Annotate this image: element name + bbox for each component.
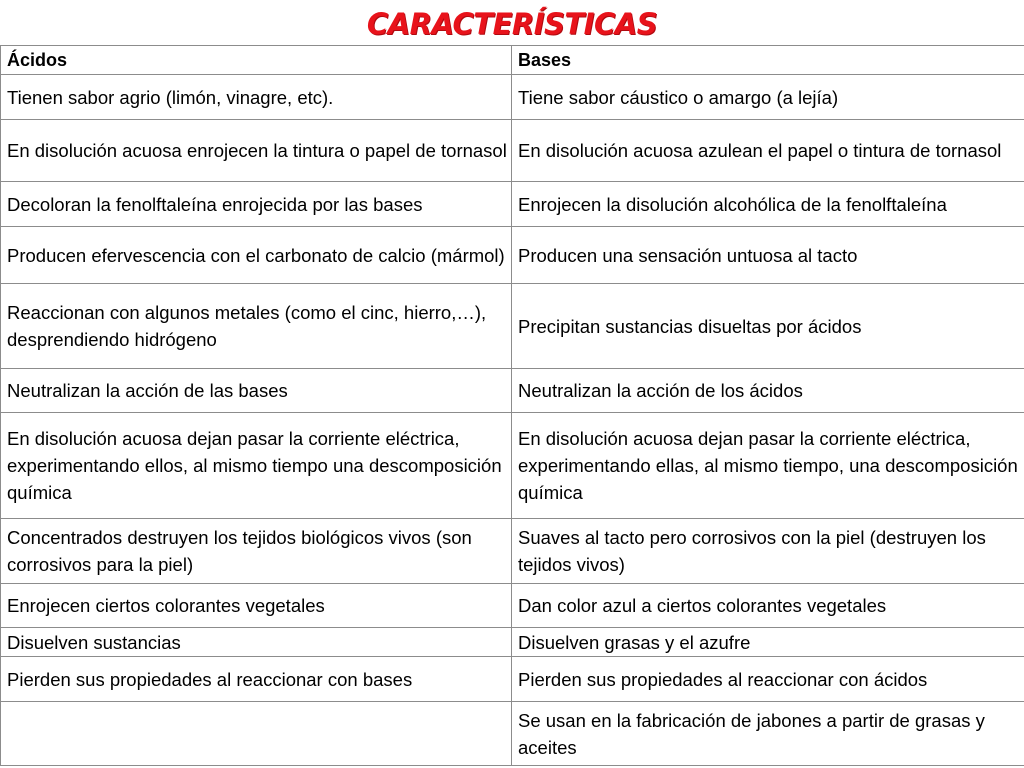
comparison-table <box>0 45 1024 766</box>
table-row <box>1 369 1024 413</box>
table-row <box>1 628 1024 657</box>
cell-acidos: Tienen sabor agrio (limón, vinagre, etc). <box>1 75 512 120</box>
header-acidos: Ácidos <box>1 46 512 75</box>
cell-bases: Precipitan sustancias disueltas por ácidos <box>512 284 1024 369</box>
cell-acidos: Pierden sus propiedades al reaccionar con bases <box>1 657 512 702</box>
cell-acidos: En disolución acuosa dejan pasar la corriente eléctrica, experimentando ellos, al mismo tiempo una descomposición química <box>1 413 512 519</box>
cell-bases: Se usan en la fabricación de jabones a partir de grasas y aceites <box>512 702 1024 766</box>
table-row <box>1 519 1024 584</box>
header-bases: Bases <box>512 46 1024 75</box>
cell-acidos: Producen efervescencia con el carbonato de calcio (mármol) <box>1 227 512 284</box>
cell-bases: Dan color azul a ciertos colorantes vegetales <box>512 584 1024 628</box>
cell-bases: Neutralizan la acción de los ácidos <box>512 369 1024 413</box>
cell-acidos <box>1 702 512 766</box>
table-row <box>1 584 1024 628</box>
cell-bases: En disolución acuosa dejan pasar la corriente eléctrica, experimentando ellas, al mismo tiempo, una descomposición química <box>512 413 1024 519</box>
cell-acidos: Disuelven sustancias <box>1 628 512 657</box>
table-row <box>1 702 1024 766</box>
table-row <box>1 120 1024 182</box>
table-row <box>1 182 1024 227</box>
cell-bases: Tiene sabor cáustico o amargo (a lejía) <box>512 75 1024 120</box>
cell-bases: Suaves al tacto pero corrosivos con la piel (destruyen los tejidos vivos) <box>512 519 1024 584</box>
cell-bases: Enrojecen la disolución alcohólica de la fenolftaleína <box>512 182 1024 227</box>
table-row <box>1 413 1024 519</box>
cell-bases: Pierden sus propiedades al reaccionar con ácidos <box>512 657 1024 702</box>
cell-acidos: Enrojecen ciertos colorantes vegetales <box>1 584 512 628</box>
cell-acidos: Reaccionan con algunos metales (como el cinc, hierro,…), desprendiendo hidrógeno <box>1 284 512 369</box>
page-title: CARACTERÍSTICAS <box>366 7 658 41</box>
table-row <box>1 227 1024 284</box>
table-row <box>1 284 1024 369</box>
table-row <box>1 75 1024 120</box>
cell-acidos: Decoloran la fenolftaleína enrojecida por las bases <box>1 182 512 227</box>
cell-bases: Disuelven grasas y el azufre <box>512 628 1024 657</box>
cell-bases: Producen una sensación untuosa al tacto <box>512 227 1024 284</box>
table-header-row <box>1 46 1024 75</box>
cell-acidos: Concentrados destruyen los tejidos biológicos vivos (son corrosivos para la piel) <box>1 519 512 584</box>
table-row <box>1 657 1024 702</box>
cell-acidos: En disolución acuosa enrojecen la tintura o papel de tornasol <box>1 120 512 182</box>
cell-bases: En disolución acuosa azulean el papel o tintura de tornasol <box>512 120 1024 182</box>
cell-acidos: Neutralizan la acción de las bases <box>1 369 512 413</box>
